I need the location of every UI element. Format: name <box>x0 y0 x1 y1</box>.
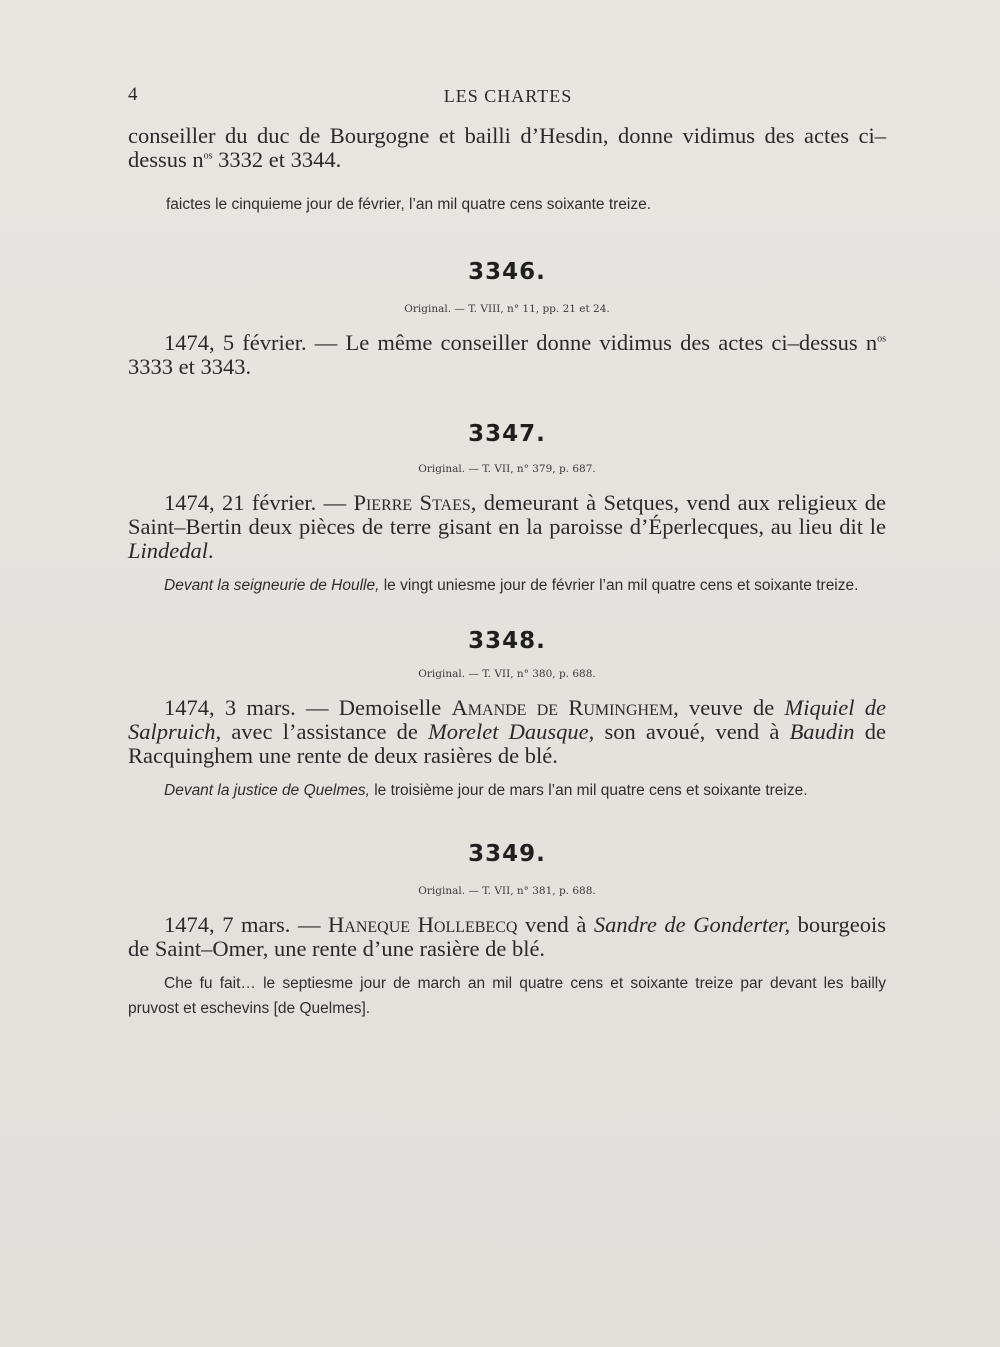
entry-text-part: . <box>208 538 214 563</box>
entry-source-3346: Original. — T. VIII, n° 11, pp. 21 et 24. <box>404 303 610 315</box>
entry-date: 1474, 7 mars. — <box>164 912 329 937</box>
entry-number-3348: 3348. <box>468 628 546 654</box>
entry-text-part: vend à <box>517 912 594 937</box>
person-name: Amande de Ruminghem <box>451 695 674 720</box>
person-name-italic: Miquiel de Salpruich, <box>128 695 886 744</box>
quote-italic: Devant la seigneurie de Houlle, <box>164 577 380 594</box>
entry-source-3349: Original. — T. VII, n° 381, p. 688. <box>418 885 596 897</box>
running-title: LES CHARTES <box>443 86 573 106</box>
entry-superscript: os <box>877 333 886 345</box>
entry-text-3348 <box>128 696 886 768</box>
entry-source-3348: Original. — T. VII, n° 380, p. 688. <box>418 668 596 680</box>
intro-superscript: os <box>203 150 213 162</box>
entry-source-3347: Original. — T. VII, n° 379, p. 687. <box>418 463 596 475</box>
page-content <box>128 124 886 1021</box>
entry-text-part: de Racquinghem une rente de deux rasières de blé. <box>128 719 886 768</box>
entry-text-part: , demeurant à Setques, vend aux religieux de Saint–Bertin deux pièces de terre gisant en la paroisse d’Éperlecques, au lieu dit le <box>128 490 886 539</box>
intro-paragraph <box>128 124 886 172</box>
quote-text: le troisième jour de mars l’an mil quatre cens et soixante treize. <box>369 782 808 799</box>
entry-quote-3347 <box>128 573 886 598</box>
entry-quote-3349: Che fu fait… le septiesme jour de march an mil quatre cens et soixante treize par devant les bailly pruvost et eschevins [de Quelmes]. <box>128 975 886 1017</box>
entry-number-3346: 3346. <box>468 259 546 285</box>
entry-text-part: , veuve de <box>673 695 785 720</box>
quote-italic: Devant la justice de Quelmes, <box>164 782 370 799</box>
entry-date: 1474, 21 février. — <box>164 490 354 515</box>
quote-text: le vingt uniesme jour de février l’an mil quatre cens et soixante treize. <box>379 577 859 594</box>
page-header <box>128 84 888 110</box>
intro-text-end: 3332 et 3344. <box>212 147 342 172</box>
entry-text-part: avec l’assistance de <box>221 719 429 744</box>
intro-text: conseiller du duc de Bourgogne et bailli d’Hesdin, donne vidimus des actes ci–dessus n <box>128 123 886 172</box>
page-number: 4 <box>128 84 138 105</box>
person-name-italic: Morelet Dausque, <box>428 719 595 744</box>
person-name: Pierre Staes <box>353 490 471 515</box>
entry-number-3347: 3347. <box>468 421 546 447</box>
entry-text-part: bourgeois de Saint–Omer, une rente d’une rasière de blé. <box>128 912 886 961</box>
person-name: Haneque Hollebecq <box>328 912 518 937</box>
intro-quote: faictes le cinquieme jour de février, l’an mil quatre cens soixante treize. <box>166 196 652 213</box>
person-name-italic: Baudin <box>789 719 855 744</box>
entry-number-3349: 3349. <box>468 841 546 867</box>
entry-text-3347 <box>128 491 886 563</box>
entry-text-part: son avoué, vend à <box>594 719 790 744</box>
entry-text-3349 <box>128 913 886 961</box>
entry-text-3346 <box>128 331 886 379</box>
entry-date: 1474, 3 mars. — Demoiselle <box>164 695 452 720</box>
entry-text-part: 1474, 5 février. — Le même conseiller donne vidimus des actes ci–dessus n <box>164 330 878 355</box>
entry-quote-3348 <box>128 778 886 803</box>
person-name-italic: Sandre de Gonderter, <box>593 912 791 937</box>
place-name: Lindedal <box>128 538 209 563</box>
entry-text-part: 3333 et 3343. <box>128 354 252 379</box>
